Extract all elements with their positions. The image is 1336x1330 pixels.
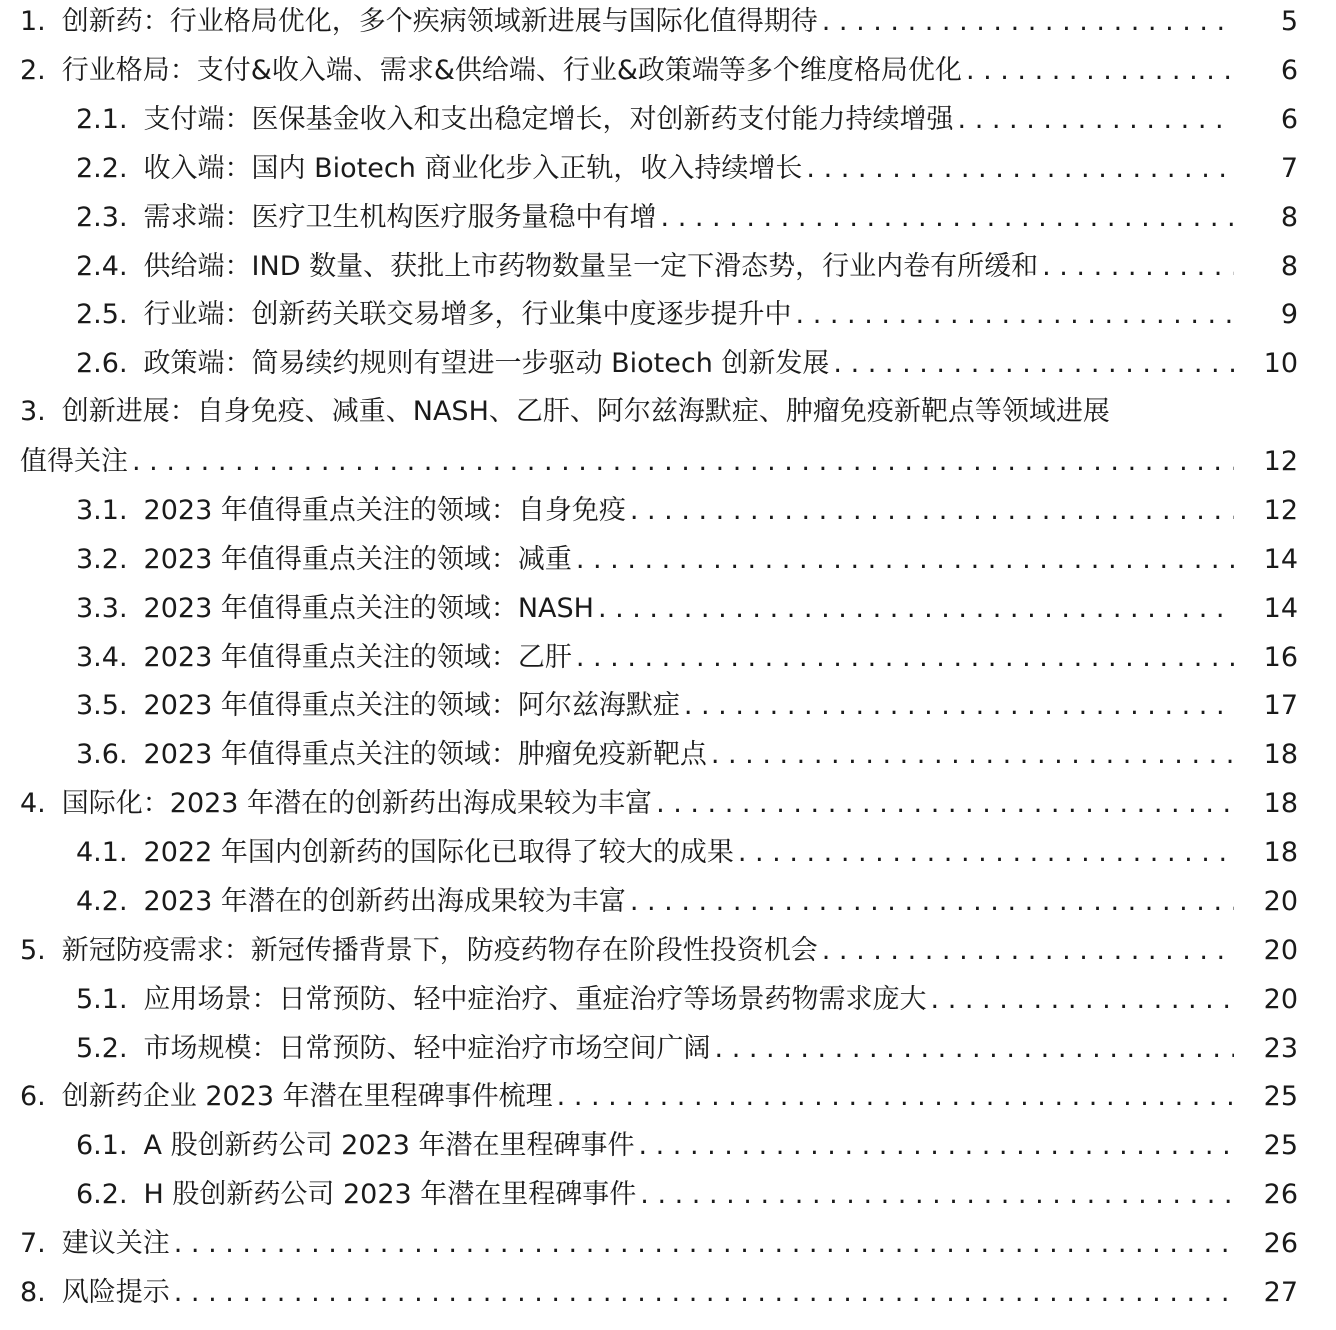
toc-page-number: 10 [1263,348,1298,379]
toc-page-number: 20 [1263,935,1298,966]
dot-leader [684,681,1234,730]
toc-title: 需求端：医疗卫生机构医疗服务量稳中有增 [143,202,657,233]
toc-number: 3. [20,396,46,427]
toc-number: 3.4. [76,642,128,673]
toc-page-number: 9 [1280,299,1298,330]
toc-page-number: 6 [1280,55,1298,86]
toc-number: 6.2. [76,1179,128,1210]
toc-number: 6.1. [76,1130,128,1161]
toc-page-number: 8 [1280,202,1298,233]
toc-title: 收入端：国内 Biotech 商业化步入正轨，收入持续增长 [143,153,803,184]
toc-title: 行业格局：支付&收入端、需求&供给端、行业&政策端等多个维度格局优化 [61,55,962,86]
toc-title: 2023 年值得重点关注的领域：自身免疫 [143,495,626,526]
toc-title: 支付端：医保基金收入和支出稳定增长，对创新药支付能力持续增强 [143,104,954,135]
toc-entry[interactable] [0,975,1336,1024]
toc-title: 2023 年值得重点关注的领域：乙肝 [143,642,572,673]
toc-entry-line2[interactable] [0,437,1336,486]
toc-entry[interactable] [0,730,1336,779]
dot-leader [822,926,1234,975]
dot-leader [630,486,1234,535]
dot-leader [715,1024,1234,1073]
dot-leader [833,339,1234,388]
toc-entry[interactable] [0,1121,1336,1170]
toc-number: 5.2. [76,1033,128,1064]
toc-title: 创新药：行业格局优化，多个疾病领域新进展与国际化值得期待 [61,6,818,37]
toc-entry[interactable] [0,0,1336,46]
dot-leader [557,1072,1234,1121]
toc-entry[interactable] [0,681,1336,730]
dot-leader [576,535,1234,584]
toc-page-number: 18 [1263,788,1298,819]
toc-title: 国际化：2023 年潜在的创新药出海成果较为丰富 [61,788,653,819]
toc-title: H 股创新药公司 2023 年潜在里程碑事件 [143,1179,637,1210]
dot-leader [656,779,1234,828]
toc-page-number: 20 [1263,984,1298,1015]
toc-number: 2.3. [76,202,128,233]
toc-entry[interactable] [0,1072,1336,1121]
toc-title: 风险提示 [61,1277,170,1308]
toc-title: 市场规模：日常预防、轻中症治疗市场空间广阔 [143,1033,711,1064]
toc-entry[interactable] [0,1219,1336,1268]
toc-page-number: 23 [1263,1033,1298,1064]
dot-leader [132,437,1234,486]
toc-title: 供给端：IND 数量、获批上市药物数量呈一定下滑态势，行业内卷有所缓和 [143,251,1039,282]
toc-number: 3.2. [76,544,128,575]
toc-entry[interactable] [0,828,1336,877]
toc-page-number: 26 [1263,1228,1298,1259]
toc-page-number: 25 [1263,1130,1298,1161]
toc-number: 2.4. [76,251,128,282]
toc-page-number: 14 [1263,593,1298,624]
dot-leader [931,975,1234,1024]
toc-number: 2.5. [76,299,128,330]
dot-leader [598,584,1234,633]
dot-leader [661,193,1234,242]
toc-number: 3.3. [76,593,128,624]
toc-page-number: 25 [1263,1081,1298,1112]
toc-entry[interactable] [0,926,1336,975]
toc-number: 2. [20,55,46,86]
toc-number: 5. [20,935,46,966]
dot-leader [966,46,1234,95]
toc-entry[interactable] [0,633,1336,682]
toc-title-continued: 值得关注 [20,446,128,477]
dot-leader [640,1170,1234,1219]
toc-title: 政策端：简易续约规则有望进一步驱动 Biotech 创新发展 [143,348,830,379]
toc-number: 4.1. [76,837,128,868]
toc-number: 2.2. [76,153,128,184]
toc-number: 4. [20,788,46,819]
toc-entry[interactable] [0,1170,1336,1219]
toc-title: 2023 年值得重点关注的领域：肿瘤免疫新靶点 [143,739,707,770]
toc-page-number: 17 [1263,690,1298,721]
toc-title: 2023 年值得重点关注的领域：NASH [143,593,594,624]
toc-entry[interactable] [0,486,1336,535]
dot-leader [711,730,1234,779]
dot-leader [958,95,1234,144]
toc-entry[interactable] [0,584,1336,633]
toc-entry[interactable] [0,95,1336,144]
toc-page-number: 14 [1263,544,1298,575]
toc-number: 7. [20,1228,46,1259]
toc-entry[interactable] [0,1268,1336,1317]
toc-entry[interactable] [0,535,1336,584]
dot-leader [174,1268,1234,1317]
toc-page-number: 27 [1263,1277,1298,1308]
toc-entry[interactable] [0,1024,1336,1073]
toc-title: 应用场景：日常预防、轻中症治疗、重症治疗等场景药物需求庞大 [143,984,927,1015]
toc-entry[interactable] [0,242,1336,291]
toc-title: 2023 年值得重点关注的领域：减重 [143,544,572,575]
toc-page-number: 16 [1263,642,1298,673]
toc-page-number: 6 [1280,104,1298,135]
toc-number: 3.6. [76,739,128,770]
toc-entry[interactable] [0,193,1336,242]
toc-page-number: 12 [1263,446,1298,477]
toc-title: 创新药企业 2023 年潜在里程碑事件梳理 [61,1081,553,1112]
toc-number: 2.6. [76,348,128,379]
toc-title: 行业端：创新药关联交易增多，行业集中度逐步提升中 [143,299,792,330]
dot-leader [630,877,1234,926]
toc-title: 2023 年值得重点关注的领域：阿尔兹海默症 [143,690,680,721]
toc-number: 4.2. [76,886,128,917]
toc-number: 8. [20,1277,46,1308]
dot-leader [638,1121,1234,1170]
toc-number: 6. [20,1081,46,1112]
toc-number: 3.5. [76,690,128,721]
dot-leader [1042,242,1234,291]
toc-number: 2.1. [76,104,128,135]
dot-leader [738,828,1234,877]
toc-title: 新冠防疫需求：新冠传播背景下，防疫药物存在阶段性投资机会 [61,935,818,966]
toc-page-number: 5 [1280,6,1298,37]
dot-leader [576,633,1234,682]
toc-page-number: 26 [1263,1179,1298,1210]
toc-entry[interactable] [0,877,1336,926]
toc-entry[interactable] [0,290,1336,339]
toc-title: 创新进展：自身免疫、减重、NASH、乙肝、阿尔兹海默症、肿瘤免疫新靶点等领域进展 [61,396,1110,427]
toc-page-number: 8 [1280,251,1298,282]
toc-entry-line1[interactable] [20,387,1110,436]
dot-leader [806,144,1234,193]
toc-entry[interactable] [0,779,1336,828]
toc-entry[interactable] [0,46,1336,95]
toc-page-number: 7 [1280,153,1298,184]
dot-leader [174,1219,1234,1268]
dot-leader [796,290,1234,339]
toc-number: 1. [20,6,46,37]
toc-page-number: 12 [1263,495,1298,526]
toc-entry[interactable] [0,339,1336,388]
toc-page-number: 18 [1263,837,1298,868]
toc-title: 2022 年国内创新药的国际化已取得了较大的成果 [143,837,734,868]
toc-page-number: 20 [1263,886,1298,917]
toc-title: 2023 年潜在的创新药出海成果较为丰富 [143,886,626,917]
toc-number: 5.1. [76,984,128,1015]
dot-leader [822,0,1234,46]
toc-number: 3.1. [76,495,128,526]
toc-title: A 股创新药公司 2023 年潜在里程碑事件 [143,1130,635,1161]
toc-page-number: 18 [1263,739,1298,770]
toc-title: 建议关注 [61,1228,170,1259]
toc-entry[interactable] [0,144,1336,193]
